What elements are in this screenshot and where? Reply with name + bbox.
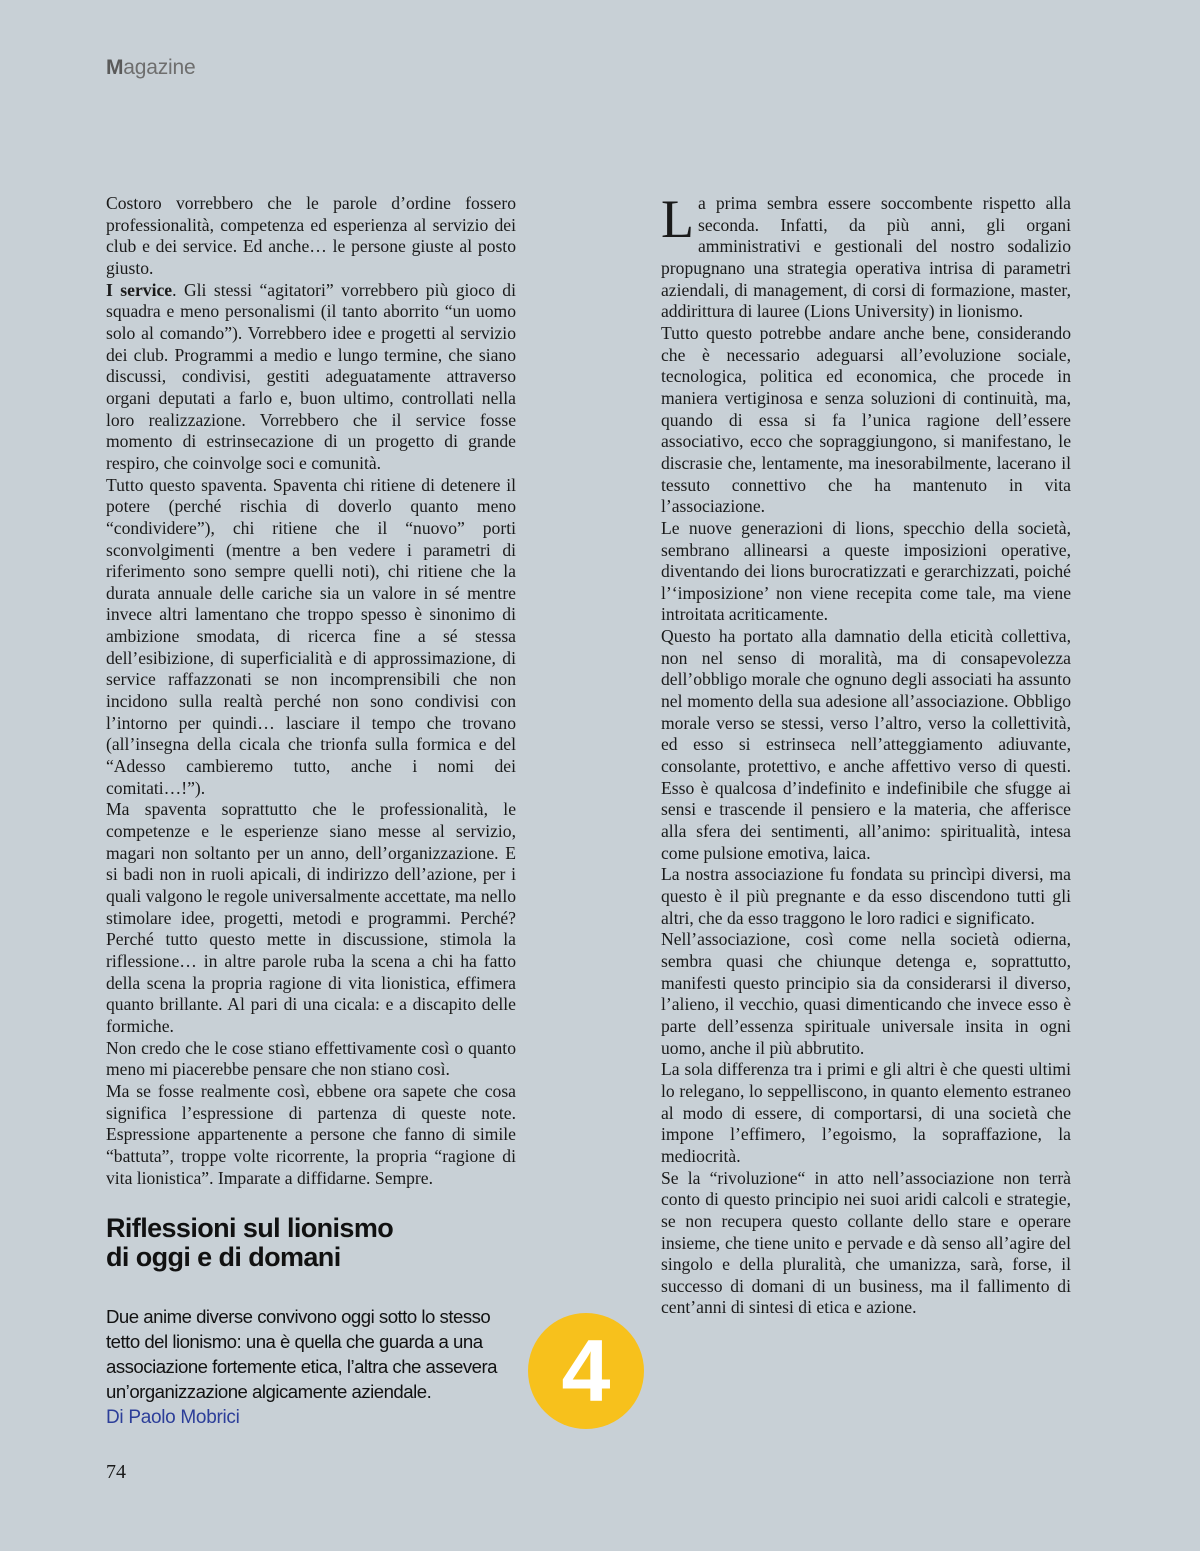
left-paragraph-2-body: . Gli stessi “agitatori” vorrebbero più gioco di squadra e meno personalismi (il tanto aborrito “un uomo solo al comando”). Vorrebbero idee e progetti al servizio dei club. Programmi a medio e lungo termine, che siano discussi, condivisi, gestiti adeguatamente attraverso organi deputati a farlo e, buon ultimo, controllati nella loro realizzazione. Vorrebbero che il service fosse momento di estrinsecazione di un progetto di grande respiro, che coinvolge soci e comunità.: [106, 279, 516, 473]
left-paragraph-1: Costoro vorrebbero che le parole d’ordine fossero professionalità, competenza ed esperienza al servizio dei club e dei service. Ed anche… le persone giuste al posto giusto.: [106, 193, 516, 278]
left-paragraph-6: Ma se fosse realmente così, ebbene ora sapete che cosa significa l’espressione di partenza di queste note. Espressione appartenente a persone che fanno di simile “battuta”, troppe volte ricorrente, la propria “ragione di vita lionistica”. Imparate a diffidarne. Sempre.: [106, 1080, 516, 1188]
left-paragraph-2: [106, 280, 516, 475]
page-number: 74: [106, 1461, 126, 1483]
article-title: [106, 1214, 526, 1272]
section-label-rest: agazine: [123, 56, 196, 79]
right-paragraph-1: [661, 189, 1071, 323]
right-column: [661, 189, 1071, 1319]
right-paragraph-1-body: a prima sembra essere soccombente rispetto alla seconda. Infatti, da più anni, gli organi amministrativi e gestionali del nostro sodalizio propugnano una strategia operativa intrisa di parametri aziendali, di management, di corsi di formazione, master, addirittura di lauree (Lions University) in lionismo.: [661, 193, 1071, 322]
drop-cap: L: [661, 189, 694, 249]
left-paragraph-4: Ma spaventa soprattutto che le professionalità, le competenze e le esperienze siano messe al servizio, magari non soltanto per un anno, dell’organizzazione. E si badi non in ruoli apicali, di indirizzo dell’azione, per i quali valgono le regole universalmente accettate, ma nello stimolare idee, progetti, metodi e programmi. Perché? Perché tutto questo mette in discussione, stimola la riflessione… in altre parole ruba la scena a chi ha fatto della scena la propria ragione di vita lionistica, effimera quanto brillante. Al pari di una cicala: e a discapito delle formiche.: [106, 799, 516, 1036]
right-paragraph-5: La nostra associazione fu fondata su princìpi diversi, ma questo è il più pregnante e da esso discendono tutti gli altri, che da esso traggono le loro radici e significato.: [661, 864, 1071, 928]
right-paragraph-8: Se la “rivoluzione“ in atto nell’associazione non terrà conto di questo principio nei suoi aridi calcoli e strategie, se non recupera questo collante dello stare e operare insieme, che tiene unito e pervade e dà senso all’agire del singolo e della pluralità, che umanizza, sarà, forse, il successo di domani di un business, ma il fallimento di cent’anni di sintesi di etica e azione.: [661, 1167, 1071, 1318]
right-paragraph-7: La sola differenza tra i primi e gli altri è che questi ultimi lo relegano, lo seppelliscono, in quanto elemento estraneo al modo di essere, di comportarsi, di una società che impone l’effimero, l’egoismo, la sopraffazione, la mediocrità.: [661, 1059, 1071, 1166]
right-paragraph-4: Questo ha portato alla damnatio della eticità collettiva, non nel senso di moralità, ma di consapevolezza dell’obbligo morale che ognuno degli associati ha assunto nel momento della sua adesione all’associazione. Obbligo morale verso se stessi, verso l’altro, verso la collettività, ed esso si estrinseca nell’atteggiamento adiuvante, consolante, protettivo, e anche affettivo verso di questi. Esso è qualcosa d’indefinito e indefinibile che sfugge ai sensi e trascende il pensiero e la materia, che afferisce alla sfera dei sentimenti, all’animo: spiritualità, intesa come pulsione emotiva, laica.: [661, 626, 1071, 863]
article-number: 4: [561, 1321, 611, 1420]
article-byline: Di Paolo Mobrici: [106, 1407, 240, 1428]
left-column: [106, 193, 516, 1189]
article-title-line-1: Riflessioni sul lionismo: [106, 1213, 394, 1243]
section-label: [106, 56, 195, 80]
right-paragraph-2: Tutto questo potrebbe andare anche bene, considerando che è necessario adeguarsi all’evoluzione sociale, tecnologica, politica ed economica, che procede in maniera vertiginosa e senza soluzioni di continuità, ma, quando di essa si fa l’unica ragione dell’essere associativo, ecco che sopraggiungono, si manifestano, le discrasie che, lentamente, ma inesorabilmente, lacerano il tessuto connettivo che ha mantenuto in vita l’associazione.: [661, 322, 1071, 517]
article-title-line-2: di oggi e di domani: [106, 1242, 341, 1272]
section-label-initial: M: [106, 56, 124, 79]
left-paragraph-5: Non credo che le cose stiano effettivamente così o quanto meno mi piacerebbe pensare che non stiano così.: [106, 1037, 516, 1080]
left-paragraph-2-lead: I service: [106, 279, 173, 300]
right-paragraph-3: Le nuove generazioni di lions, specchio della società, sembrano allinearsi a queste imposizioni operative, diventando dei lions burocratizzati e gerarchizzati, poiché l’‘imposizione’ non viene recepita come tale, ma viene introitata acriticamente.: [661, 517, 1071, 625]
article-number-badge: [528, 1313, 644, 1429]
left-paragraph-3: Tutto questo spaventa. Spaventa chi ritiene di detenere il potere (perché rischia di doverlo quanto meno “condividere”), chi ritiene che il “nuovo” porti sconvolgimenti (mentre a ben vedere i parametri di riferimento sono sempre quelli noti), chi ritiene che la durata annuale delle cariche sia un valore in sé mentre invece altri lamentano che troppo spesso è sinonimo di ambizione smodata, di ricerca fine a sé stessa dell’esibizione, di superficialità e di approssimazione, di service raffazzonati se non incomprensibili che non incidono sulla realtà perché non sono condivisi con l’intorno per quindi… lasciare il tempo che trovano (all’insegna della cicala che trionfa sulla formica e del “Adesso cambieremo tutto, anche i nomi dei comitati…!”).: [106, 474, 516, 798]
right-paragraph-6: Nell’associazione, così come nella società odierna, sembra quasi che chiunque detenga e, soprattutto, manifesti questo principio sia da considerarsi il diverso, l’alieno, il vecchio, quasi dimenticando che invece esso è parte dell’essenza spirituale universale insita in ogni uomo, anche il più abbrutito.: [661, 929, 1071, 1058]
article-lead: Due anime diverse convivono oggi sotto lo stesso tetto del lionismo: una è quella che guarda a una associazione fortemente etica, l’altra che assevera un’organizzazione algicamente aziendale.: [106, 1306, 498, 1402]
